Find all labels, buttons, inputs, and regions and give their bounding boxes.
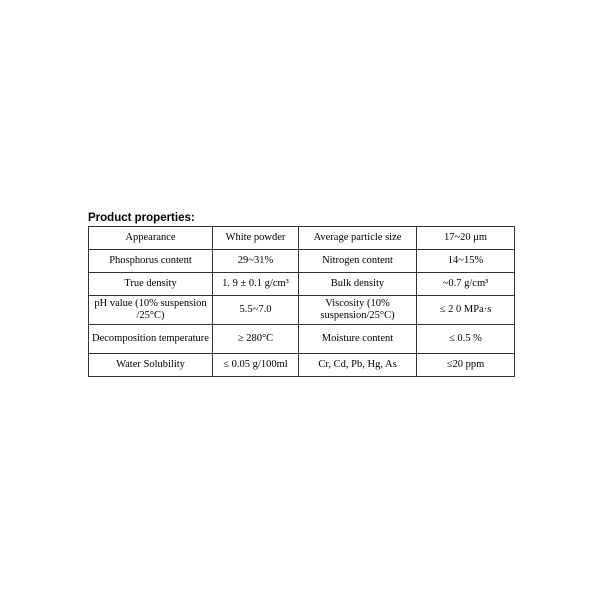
table-row (89, 250, 515, 273)
property-label: Phosphorus content (89, 250, 213, 273)
property-value: 1. 9 ± 0.1 g/cm³ (213, 273, 299, 296)
property-value: ≤20 ppm (417, 354, 515, 377)
property-label: Bulk density (299, 273, 417, 296)
property-label: Appearance (89, 227, 213, 250)
table-row (89, 273, 515, 296)
property-value: ≤ 2 0 MPa·s (417, 296, 515, 325)
property-value: 5.5~7.0 (213, 296, 299, 325)
property-label: pH value (10% suspension /25°C) (89, 296, 213, 325)
table-row (89, 296, 515, 325)
property-value: 17~20 μm (417, 227, 515, 250)
property-value: ≤ 0.5 % (417, 325, 515, 354)
property-label: Cr, Cd, Pb, Hg, As (299, 354, 417, 377)
property-value: ≤ 0.05 g/100ml (213, 354, 299, 377)
property-label: Nitrogen content (299, 250, 417, 273)
table-row (89, 325, 515, 354)
table-row (89, 354, 515, 377)
property-value: White powder (213, 227, 299, 250)
property-label: Decomposition temperature (89, 325, 213, 354)
property-label: Water Solubility (89, 354, 213, 377)
table-row (89, 227, 515, 250)
property-label: Average particle size (299, 227, 417, 250)
property-value: 29~31% (213, 250, 299, 273)
property-label: Moisture content (299, 325, 417, 354)
property-value: 14~15% (417, 250, 515, 273)
properties-table (88, 226, 515, 377)
property-value: ≥ 280°C (213, 325, 299, 354)
property-label: Viscosity (10% suspension/25°C) (299, 296, 417, 325)
property-label: True density (89, 273, 213, 296)
property-value: ~0.7 g/cm³ (417, 273, 515, 296)
section-heading: Product properties: (88, 212, 195, 224)
